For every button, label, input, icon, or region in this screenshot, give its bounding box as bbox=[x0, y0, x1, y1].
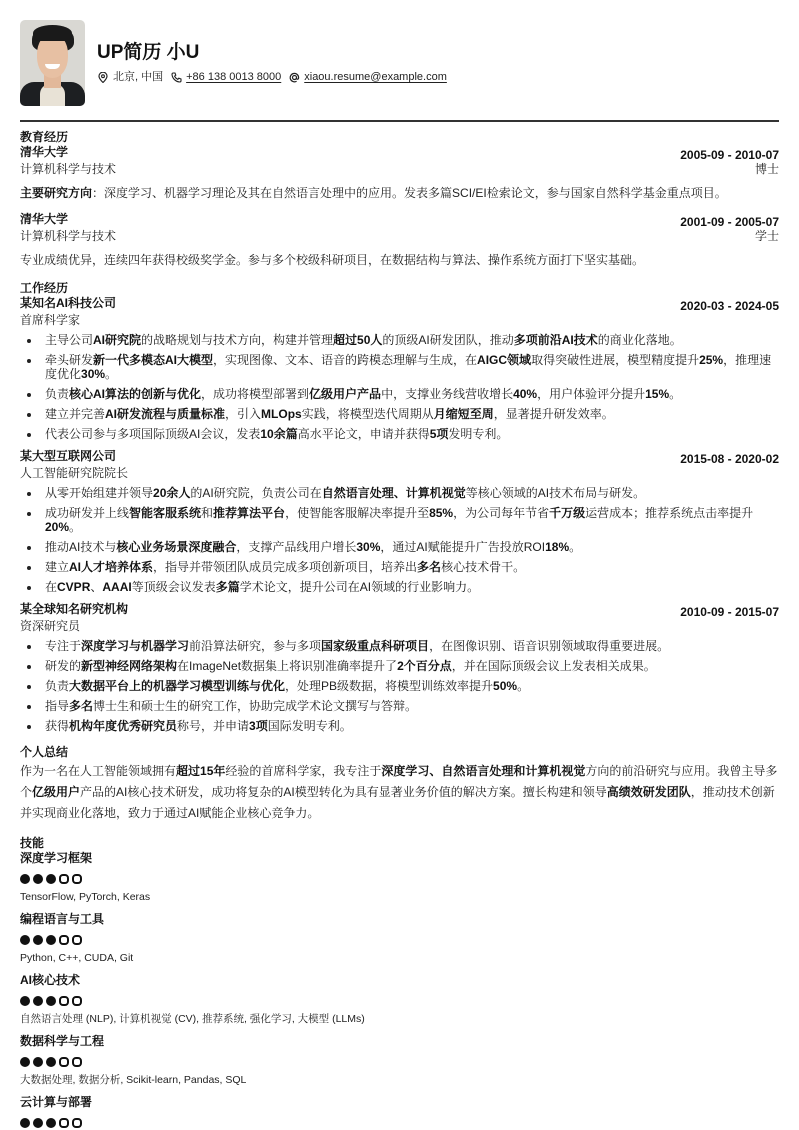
profile-photo bbox=[20, 20, 85, 106]
text-run: 作为一名在人工智能领域拥有 bbox=[20, 764, 177, 778]
highlight-text: 核心业务场景深度融合 bbox=[116, 540, 237, 554]
achievement-item bbox=[20, 353, 779, 381]
empty-dot-icon bbox=[72, 1057, 82, 1067]
work-item bbox=[20, 602, 779, 733]
filled-dot-icon bbox=[20, 1057, 30, 1067]
resume-page bbox=[20, 20, 779, 1109]
achievement-item bbox=[20, 486, 779, 500]
research-focus-label: 主要研究方向 bbox=[20, 186, 93, 200]
text-run: 经验的首席科学家，我专注于 bbox=[225, 764, 382, 778]
highlight-text: CVPR bbox=[57, 580, 91, 594]
text-run: 建立 bbox=[45, 560, 70, 574]
candidate-name: UP简历 小U bbox=[97, 42, 200, 63]
text-run: 。 bbox=[517, 679, 530, 693]
achievement-list bbox=[20, 333, 779, 441]
highlight-text: 25% bbox=[699, 353, 724, 367]
highlight-text: 自然语言处理、计算机视觉 bbox=[321, 486, 466, 500]
text-run: 。 bbox=[69, 520, 82, 534]
phone-link[interactable]: +86 138 0013 8000 bbox=[186, 71, 282, 83]
filled-dot-icon bbox=[46, 996, 56, 1006]
highlight-text: AI人才培养体系 bbox=[69, 560, 154, 574]
filled-dot-icon bbox=[46, 1057, 56, 1067]
text-run: 获得 bbox=[45, 719, 70, 733]
achievement-item bbox=[20, 387, 779, 401]
text-run: 中，支撑业务线营收增长 bbox=[381, 387, 514, 401]
achievement-item bbox=[20, 639, 779, 653]
skill-name: 云计算与部署 bbox=[20, 1095, 93, 1109]
text-run: 成功研发并上线 bbox=[45, 506, 130, 520]
highlight-text: 国家级重点科研项目 bbox=[321, 639, 430, 653]
highlight-text: 智能客服系统 bbox=[129, 506, 202, 520]
achievement-item bbox=[20, 699, 779, 713]
work-item bbox=[20, 449, 779, 594]
skill-level-rating bbox=[20, 873, 779, 885]
at-sign-icon bbox=[288, 71, 300, 83]
achievement-item bbox=[20, 506, 779, 534]
skill-name: 深度学习框架 bbox=[20, 851, 93, 865]
achievement-list bbox=[20, 639, 779, 733]
section-title-skills: 技能 bbox=[20, 836, 45, 850]
highlight-text: 30% bbox=[356, 540, 381, 554]
work-header bbox=[20, 296, 779, 313]
highlight-text: 千万级 bbox=[549, 506, 586, 520]
header-divider bbox=[20, 120, 779, 122]
text-run: 。 bbox=[569, 540, 582, 554]
highlight-text: 多篇 bbox=[215, 580, 240, 594]
text-run: 。 bbox=[669, 387, 682, 401]
skills-section bbox=[20, 836, 779, 1129]
text-run: 的战略规划与技术方向，构建并管理 bbox=[141, 333, 334, 347]
empty-dot-icon bbox=[72, 996, 82, 1006]
skill-name: 数据科学与工程 bbox=[20, 1034, 105, 1048]
degree: 学士 bbox=[754, 229, 779, 243]
text-run: ，使智能客服解决率提升至 bbox=[285, 506, 430, 520]
filled-dot-icon bbox=[20, 874, 30, 884]
highlight-text: 18% bbox=[545, 540, 570, 554]
text-run: 的顶级AI研发团队，推动 bbox=[382, 333, 514, 347]
section-title-education: 教育经历 bbox=[20, 130, 69, 144]
highlight-text: 新型神经网络架构 bbox=[81, 659, 178, 673]
text-run: 运营成本；推荐系统点击率提升 bbox=[585, 506, 754, 520]
text-run: ，用户体验评分提升 bbox=[537, 387, 646, 401]
text-run: 负责 bbox=[45, 679, 70, 693]
skill-level-rating bbox=[20, 995, 779, 1007]
text-run: 高水平论文，申请并获得 bbox=[297, 427, 430, 441]
skill-item bbox=[20, 973, 779, 1026]
degree: 博士 bbox=[754, 162, 779, 176]
work-section bbox=[20, 281, 779, 733]
achievement-item bbox=[20, 427, 779, 441]
empty-dot-icon bbox=[59, 1118, 69, 1128]
section-title-work: 工作经历 bbox=[20, 281, 69, 295]
skill-keywords: TensorFlow, PyTorch, Keras bbox=[20, 891, 151, 903]
highlight-text: 深度学习与机器学习 bbox=[81, 639, 190, 653]
work-header bbox=[20, 449, 779, 466]
text-run: ，引入 bbox=[225, 407, 262, 421]
skill-level-rating bbox=[20, 1117, 779, 1129]
skill-name: AI核心技术 bbox=[20, 973, 81, 987]
major: 计算机科学与技术 bbox=[20, 229, 117, 243]
achievement-item bbox=[20, 580, 779, 594]
filled-dot-icon bbox=[33, 1118, 43, 1128]
highlight-text: 85% bbox=[429, 506, 454, 520]
education-description bbox=[20, 186, 779, 200]
filled-dot-icon bbox=[46, 1118, 56, 1128]
filled-dot-icon bbox=[46, 874, 56, 884]
text-run: 核心技术骨干。 bbox=[441, 560, 526, 574]
achievement-item bbox=[20, 333, 779, 347]
achievement-item bbox=[20, 407, 779, 421]
highlight-text: AI研究院 bbox=[93, 333, 142, 347]
text-run: 推动AI技术与 bbox=[45, 540, 117, 554]
skill-name: 编程语言与工具 bbox=[20, 912, 105, 926]
school-name: 清华大学 bbox=[20, 212, 69, 226]
highlight-text: AIGC领域 bbox=[477, 353, 532, 367]
text-run: ，处理PB级数据，将模型训练效率提升 bbox=[285, 679, 494, 693]
empty-dot-icon bbox=[59, 1057, 69, 1067]
summary-section bbox=[20, 745, 779, 824]
text-run: 负责 bbox=[45, 387, 70, 401]
phone-icon bbox=[170, 71, 182, 83]
text-run: 研发的 bbox=[45, 659, 82, 673]
highlight-text: 2个百分点 bbox=[397, 659, 452, 673]
highlight-text: MLOps bbox=[261, 407, 302, 421]
text-run: 主导公司 bbox=[45, 333, 94, 347]
highlight-text: 机构年度优秀研究员 bbox=[69, 719, 178, 733]
text-run: 等顶级会议发表 bbox=[131, 580, 216, 594]
skill-item bbox=[20, 1095, 779, 1129]
highlight-text: 5项 bbox=[429, 427, 449, 441]
highlight-text: 15% bbox=[645, 387, 670, 401]
company-name: 某知名AI科技公司 bbox=[20, 296, 117, 310]
highlight-text: 大数据平台上的机器学习模型训练与优化 bbox=[69, 679, 286, 693]
resume-content bbox=[20, 130, 779, 1130]
achievement-item bbox=[20, 719, 779, 733]
highlight-text: 推荐算法平台 bbox=[213, 506, 286, 520]
highlight-text: 多名 bbox=[69, 699, 94, 713]
school-name: 清华大学 bbox=[20, 145, 69, 159]
text-run: ，在图像识别、语音识别领域取得重要进展。 bbox=[429, 639, 670, 653]
education-item bbox=[20, 212, 779, 267]
text-run: 等核心领域的AI技术布局与研发。 bbox=[465, 486, 646, 500]
filled-dot-icon bbox=[33, 1057, 43, 1067]
highlight-text: 亿级用户 bbox=[32, 785, 81, 799]
highlight-text: 新一代多模态AI大模型 bbox=[93, 353, 214, 367]
text-run: 的商业化落地。 bbox=[597, 333, 682, 347]
text-run: ，为公司每年节省 bbox=[453, 506, 550, 520]
text-run: ，通过AI赋能提升广告投放ROI bbox=[380, 540, 546, 554]
work-date: 2010-09 - 2015-07 bbox=[680, 605, 779, 619]
text-run: 专注于 bbox=[45, 639, 82, 653]
text-run: 建立并完善 bbox=[45, 407, 106, 421]
highlight-text: 20余人 bbox=[153, 486, 191, 500]
text-run: 和 bbox=[201, 506, 214, 520]
skill-item bbox=[20, 912, 779, 965]
text-run: ，显著提升研发效率。 bbox=[493, 407, 614, 421]
text-run: 代表公司参与多项国际顶级AI会议，发表 bbox=[45, 427, 261, 441]
skill-keywords: 大数据处理, 数据分析, Scikit-learn, Pandas, SQL bbox=[20, 1074, 247, 1086]
empty-dot-icon bbox=[72, 935, 82, 945]
company-name: 某全球知名研究机构 bbox=[20, 602, 129, 616]
highlight-text: AI研发流程与质量标准 bbox=[105, 407, 226, 421]
highlight-text: 多名 bbox=[417, 560, 442, 574]
job-title: 资深研究员 bbox=[20, 619, 81, 633]
skill-item bbox=[20, 1034, 779, 1087]
empty-dot-icon bbox=[59, 996, 69, 1006]
text-run: 博士生和硕士生的研究工作，协助完成学术论文撰写与答辩。 bbox=[93, 699, 418, 713]
empty-dot-icon bbox=[72, 1118, 82, 1128]
skill-level-rating bbox=[20, 934, 779, 946]
company-name: 某大型互联网公司 bbox=[20, 449, 117, 463]
education-date: 2005-09 - 2010-07 bbox=[680, 148, 779, 162]
highlight-text: 高绩效研发团队 bbox=[606, 785, 691, 799]
text-run: ，并在国际顶级会议上发表相关成果。 bbox=[451, 659, 656, 673]
text-run: 称号，并申请 bbox=[177, 719, 250, 733]
education-date: 2001-09 - 2005-07 bbox=[680, 215, 779, 229]
text-run: 指导 bbox=[45, 699, 70, 713]
text-run: 方向的前沿研究与应用。我曾主导多个 bbox=[20, 764, 778, 799]
text-run: 取得突破性进展，模型精度提升 bbox=[531, 353, 700, 367]
filled-dot-icon bbox=[46, 935, 56, 945]
text-run: ，指导并带领团队成员完成多项创新项目，培养出 bbox=[153, 560, 418, 574]
job-title: 人工智能研究院院长 bbox=[20, 466, 129, 480]
summary-text bbox=[20, 761, 779, 824]
highlight-text: 亿级用户产品 bbox=[309, 387, 382, 401]
empty-dot-icon bbox=[59, 935, 69, 945]
text-run: 从零开始组建并领导 bbox=[45, 486, 154, 500]
education-section bbox=[20, 130, 779, 267]
work-item bbox=[20, 296, 779, 441]
filled-dot-icon bbox=[33, 935, 43, 945]
filled-dot-icon bbox=[20, 996, 30, 1006]
achievement-item bbox=[20, 540, 779, 554]
skill-keywords: Python, C++, CUDA, Git bbox=[20, 952, 134, 964]
text-run: ，推动技术创新并实现商业化落地，致力于通过AI赋能企业核心竞争力。 bbox=[20, 785, 775, 820]
education-item bbox=[20, 145, 779, 200]
achievement-item bbox=[20, 679, 779, 693]
text-run: 、 bbox=[90, 580, 103, 594]
text-run: ，推理速度优化 bbox=[45, 353, 772, 381]
highlight-text: 深度学习、自然语言处理和计算机视觉 bbox=[381, 764, 586, 778]
skill-keywords: 自然语言处理 (NLP), 计算机视觉 (CV), 推荐系统, 强化学习, 大模型 (LLMs) bbox=[20, 1013, 365, 1025]
highlight-text: 超过50人 bbox=[333, 333, 383, 347]
highlight-text: 月缩短至周 bbox=[433, 407, 494, 421]
highlight-text: 多项前沿AI技术 bbox=[513, 333, 598, 347]
work-date: 2020-03 - 2024-05 bbox=[680, 299, 779, 313]
text-run: 。 bbox=[105, 367, 118, 381]
empty-dot-icon bbox=[59, 874, 69, 884]
text-run: 在ImageNet数据集上将识别准确率提升了 bbox=[177, 659, 398, 673]
job-title: 首席科学家 bbox=[20, 313, 81, 327]
resume-header bbox=[20, 20, 779, 106]
highlight-text: 核心AI算法的创新与优化 bbox=[69, 387, 202, 401]
skill-item bbox=[20, 851, 779, 904]
location-text: 北京, 中国 bbox=[113, 71, 164, 83]
text-run: 的AI研究院，负责公司在 bbox=[190, 486, 322, 500]
email-link[interactable]: xiaou.resume@example.com bbox=[304, 71, 447, 83]
filled-dot-icon bbox=[33, 874, 43, 884]
work-header bbox=[20, 602, 779, 619]
text-run: 前沿算法研究，参与多项 bbox=[189, 639, 322, 653]
text-run: ，成功将模型部署到 bbox=[201, 387, 310, 401]
text-run: 产品的AI核心技术研发，成功将复杂的AI模型转化为具有显著业务价值的解决方案。擅长构建和领导 bbox=[80, 785, 607, 799]
highlight-text: 30% bbox=[81, 367, 106, 381]
achievement-list bbox=[20, 486, 779, 594]
text-run: 实践，将模型迭代周期从 bbox=[301, 407, 434, 421]
filled-dot-icon bbox=[20, 935, 30, 945]
text-run: ，支撑产品线用户增长 bbox=[236, 540, 357, 554]
major: 计算机科学与技术 bbox=[20, 162, 117, 176]
text-run: 牵头研发 bbox=[45, 353, 94, 367]
achievement-item bbox=[20, 560, 779, 574]
education-description: 专业成绩优异，连续四年获得校级奖学金。参与多个校级科研项目，在数据结构与算法、操作系统方面打下坚实基础。 bbox=[20, 253, 645, 267]
research-focus-text: ：深度学习、机器学习理论及其在自然语言处理中的应用。发表多篇SCI/EI检索论文，参与国家自然科学基金重点项目。 bbox=[92, 186, 727, 200]
text-run: 国际发明专利。 bbox=[267, 719, 352, 733]
highlight-text: 超过15年 bbox=[176, 764, 226, 778]
skill-level-rating bbox=[20, 1056, 779, 1068]
highlight-text: 3项 bbox=[249, 719, 268, 733]
filled-dot-icon bbox=[20, 1118, 30, 1128]
text-run: 在 bbox=[45, 580, 58, 594]
highlight-text: 10余篇 bbox=[260, 427, 298, 441]
work-date: 2015-08 - 2020-02 bbox=[680, 452, 779, 466]
filled-dot-icon bbox=[33, 996, 43, 1006]
text-run: 发明专利。 bbox=[448, 427, 509, 441]
text-run: 学术论文，提升公司在AI领域的行业影响力。 bbox=[239, 580, 480, 594]
map-pin-icon bbox=[97, 71, 109, 83]
highlight-text: 20% bbox=[45, 520, 70, 534]
highlight-text: 50% bbox=[493, 679, 518, 693]
section-title-summary: 个人总结 bbox=[20, 745, 69, 759]
highlight-text: 40% bbox=[513, 387, 538, 401]
contact-info bbox=[97, 70, 454, 84]
empty-dot-icon bbox=[72, 874, 82, 884]
text-run: ，实现图像、文本、语音的跨模态理解与生成，在 bbox=[213, 353, 478, 367]
achievement-item bbox=[20, 659, 779, 673]
highlight-text: AAAI bbox=[102, 580, 132, 594]
